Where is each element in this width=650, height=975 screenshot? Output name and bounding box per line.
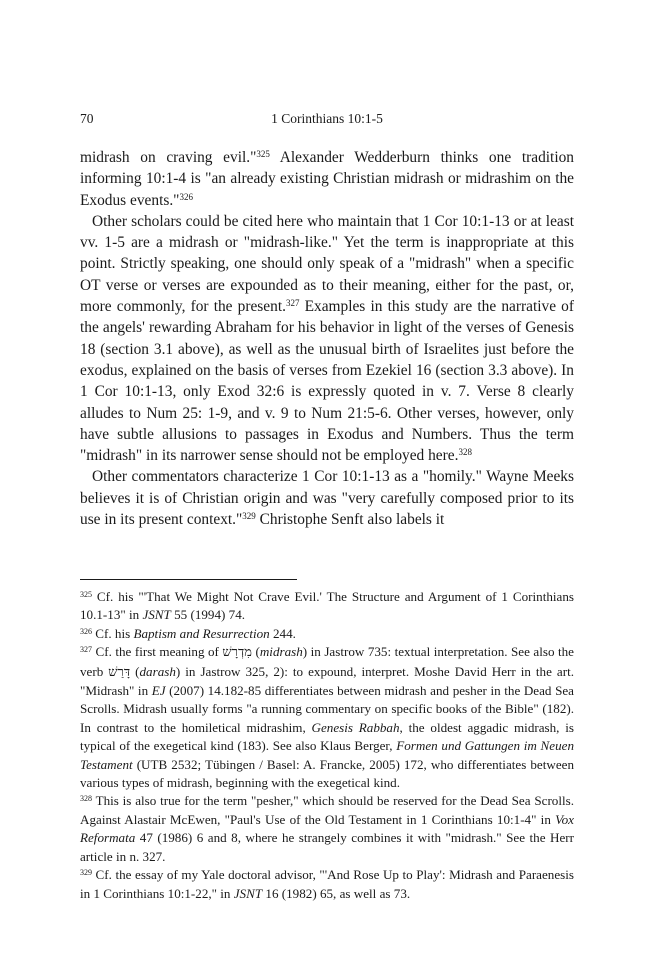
footnote-divider xyxy=(80,579,297,580)
footnote-ref[interactable]: 329 xyxy=(242,511,256,522)
main-text xyxy=(80,147,574,530)
footnote-ref[interactable]: 328 xyxy=(458,447,472,458)
paragraph: midrash on craving evil."$^{325}$ Alexander Wedderburn thinks one tradition informing 10:1-4 is "an already existing Christian midrash or midrashim on the Exodus events."$^{326}$ xyxy=(80,149,574,209)
footnote-326: $^{326}$ Cf. his Baptism and Resurrection 244. xyxy=(80,625,296,641)
running-title: 1 Corinthians 10:1-5 xyxy=(271,111,383,126)
running-header xyxy=(80,111,574,127)
footnote-328: $^{328}$ This is also true for the term "pesher," which should be reserved for the Dead Sea Scrolls. Against Alastair McEwen, "Paul's Use of the Old Testament in 1 Corinthians 10:1-4" in Vox Reformata 47 (1986) 6 and 8, where he strangely combines it with "midrash." See the Herr article in n. 327. xyxy=(80,793,574,864)
footnote-329: $^{329}$ Cf. the essay of my Yale doctoral advisor, "'And Rose Up to Play': Midrash and Paraenesis in 1 Corinthians 10:1-22," in JSNT 16 (1982) 65, as well as 73. xyxy=(80,867,574,901)
footnote-ref[interactable]: 326 xyxy=(179,191,193,202)
hebrew-word: דָּרַשׁ xyxy=(108,664,131,680)
footnote-327: $^{327}$ Cf. the first meaning of מִדְרָשׁ (midrash) in Jastrow 735: textual interpretation. See also the verb דָּרַשׁ (darash) in Jastrow 325, 2): to expound, interpret. Moshe David Herr in the art. "Midrash" in EJ (2007) 14.182-85 differentiates between midrash and pesher in the Dead Sea Scrolls. Midrash usually forms "a running commentary on specific books of the Bible" (182). In contrast to the homiletical midrashim, Genesis Rabbah, the oldest aggadic midrash, is typical of the exegetical kind (183). See also Klaus Berger, Formen und Gattungen im Neuen Testament (UTB 2532; Tübingen / Basel: A. Francke, 2005) 172, who differentiates between various types of midrash, beginning with the exegetical kind. xyxy=(80,644,575,791)
footnote-ref[interactable]: 327 xyxy=(285,298,300,309)
footnotes xyxy=(80,588,574,903)
hebrew-word: מִדְרָשׁ xyxy=(222,645,252,661)
footnote-325: $^{325}$ Cf. his "'That We Might Not Crave Evil.' The Structure and Argument of 1 Corinthians 10.1-13" in JSNT 55 (1994) 74. xyxy=(80,589,574,623)
footnote-ref[interactable]: 325 xyxy=(256,149,270,159)
paragraph: Other scholars could be cited here who maintain that 1 Cor 10:1-13 or at least vv. 1-5 are a midrash or "midrash-like." Yet the term is inappropriate at this point. Strictly speaking, one should only speak of a "midrash" when a specific OT verse or verses are expounded as to their meaning, either for the past, or, more commonly, for the present.$^{327}$ Examples in this study are the narrative of the angels' rewarding Abraham for his behavior in light of the verses of Genesis 18 (section 3.1 above), as well as the unusual birth of Israelites just before the exodus, explained on the basis of verses from Ezekiel 16 (section 3.3 above). In 1 Cor 10:1-13, only Exod 32:6 is expressly quoted in v. 7. Verse 8 clearly alludes to Num 25: 1-9, and v. 9 to Num 21:5-6. Other verses, however, only have subtle allusions to passages in Exodus and Numbers. Thus the term "midrash" in its narrower sense should not be employed here.$^{328}$ xyxy=(80,212,574,465)
paragraph: Other commentators characterize 1 Cor 10:1-13 as a "homily." Wayne Meeks believes it is of Christian origin and was "very carefully composed prior to its use in its present context."$^{329}$ Christophe Senft also labels it xyxy=(80,468,574,529)
page-number: 70 xyxy=(80,111,94,126)
